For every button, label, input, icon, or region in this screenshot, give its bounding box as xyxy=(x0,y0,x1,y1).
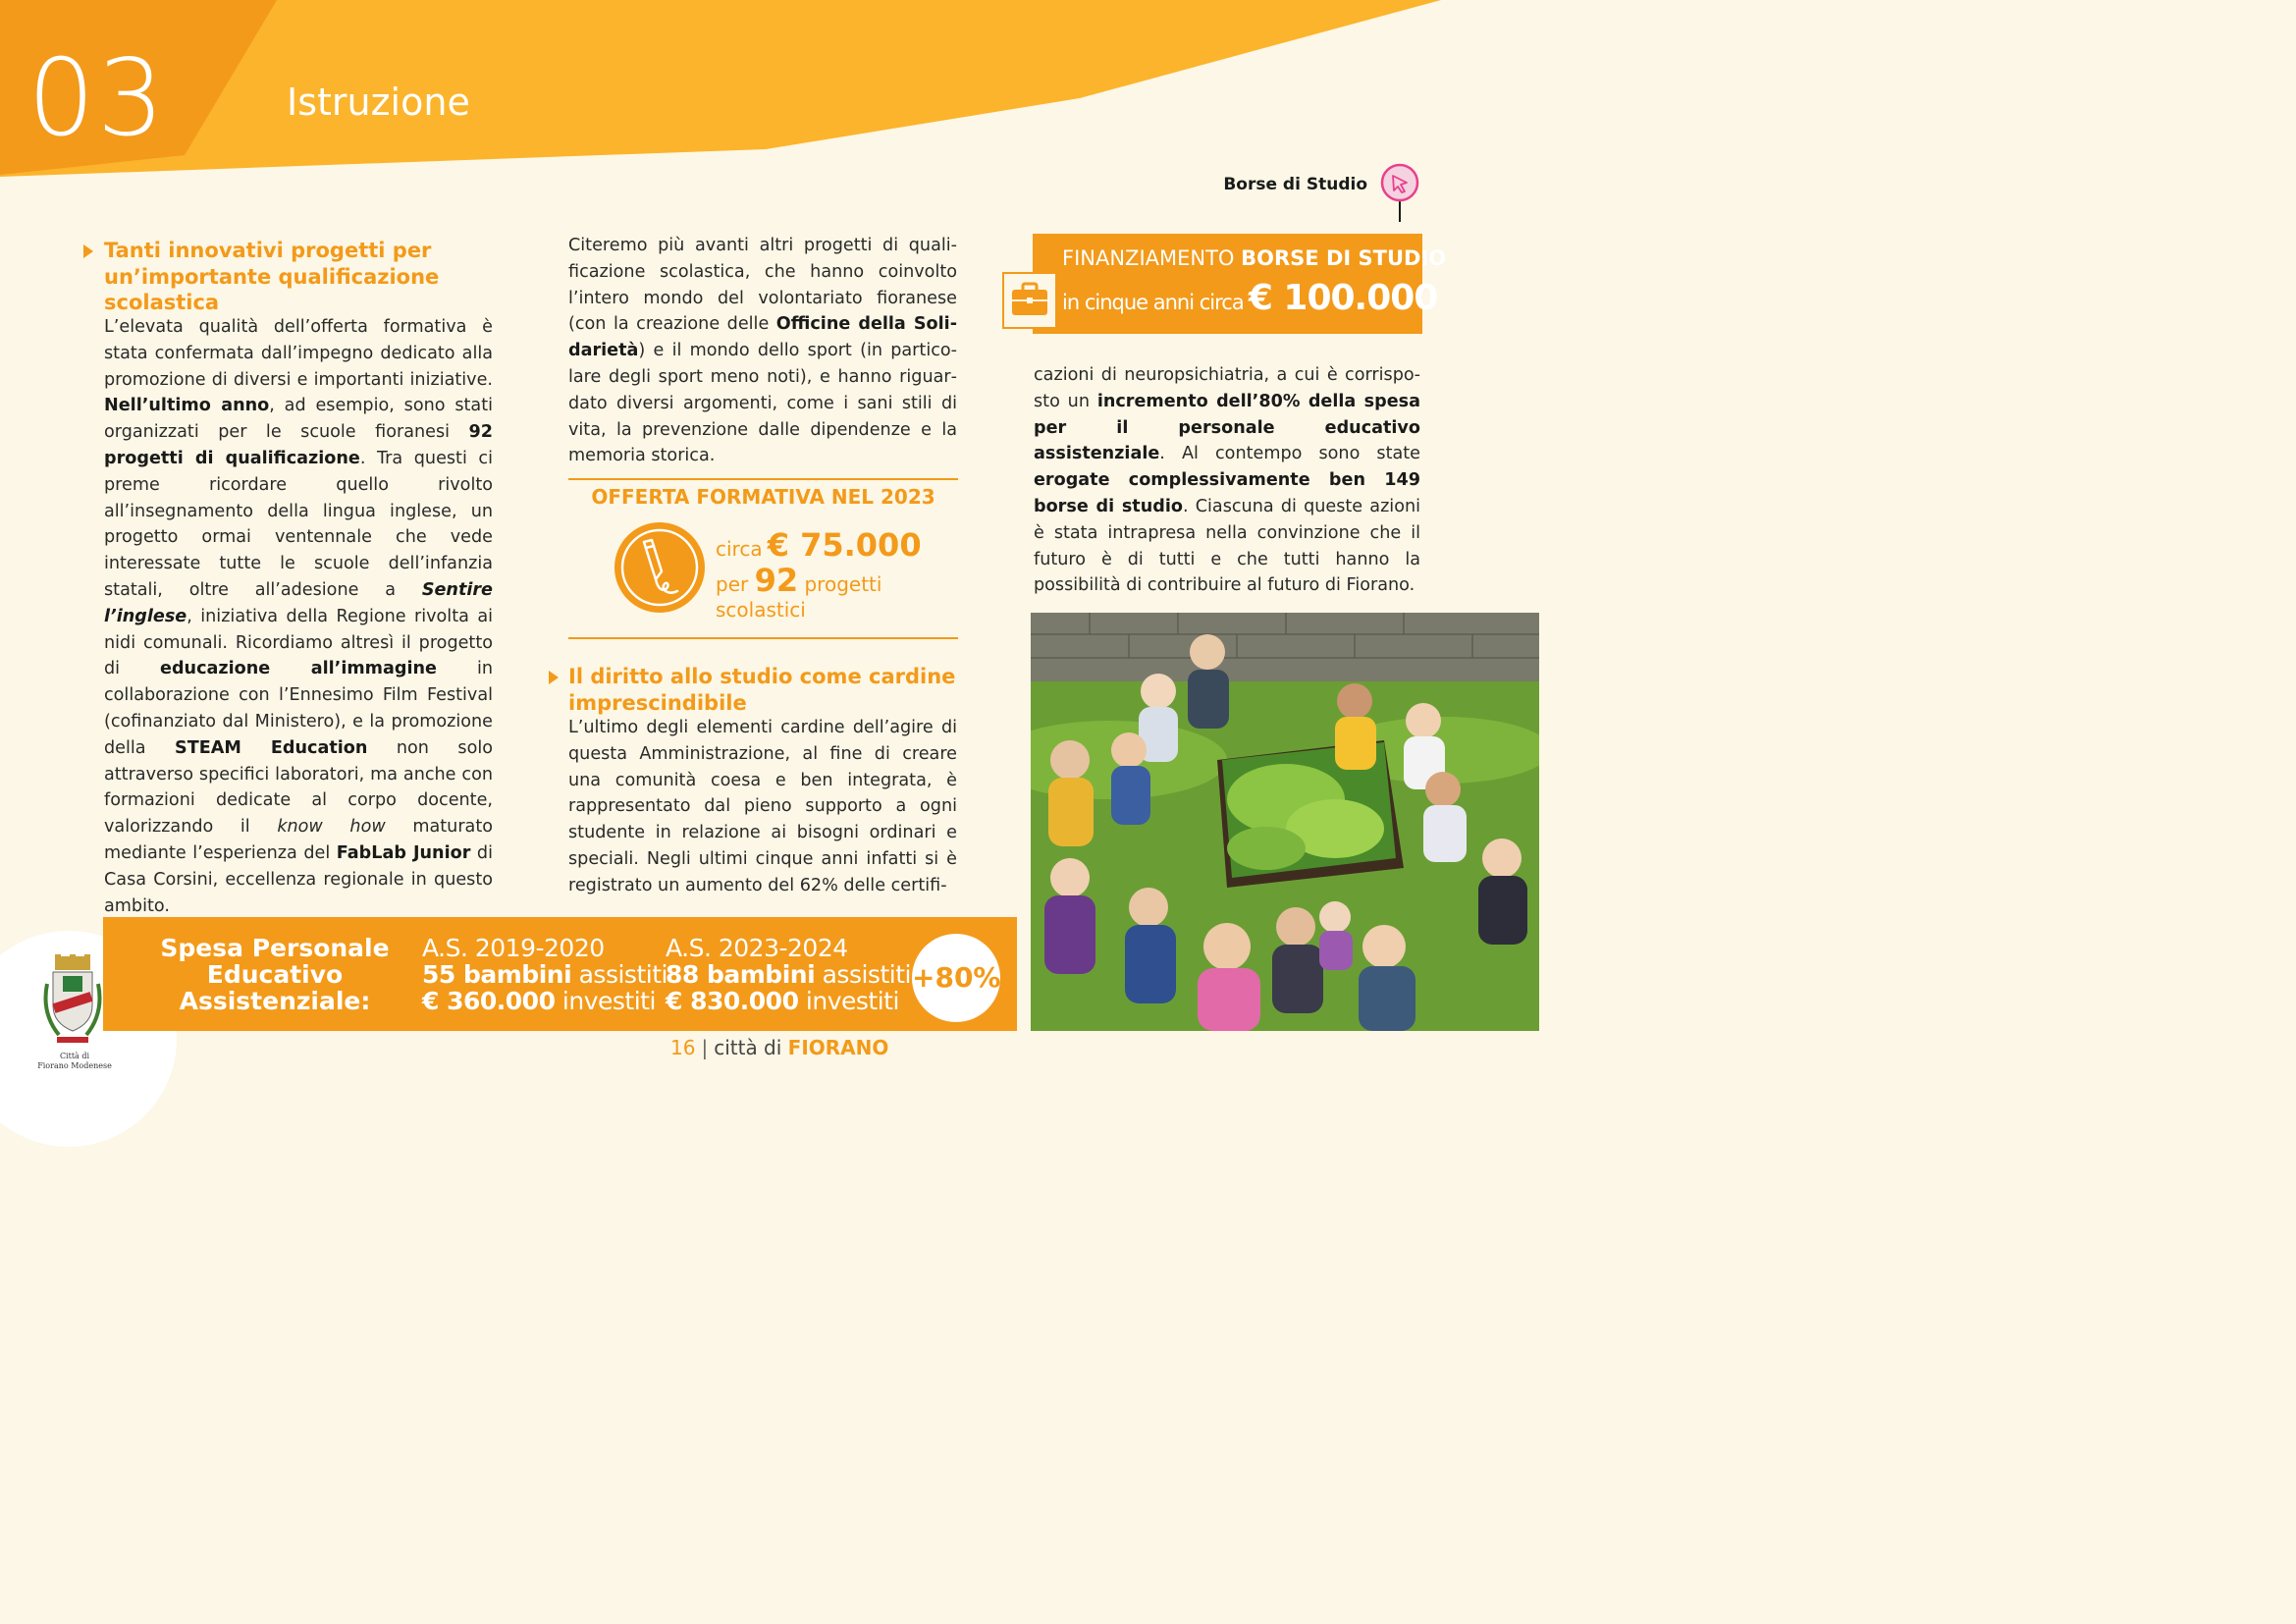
bullet-triangle-icon xyxy=(549,671,559,684)
chapter-number: 03 xyxy=(27,37,167,160)
funding-amount: in cinque anni circa € 100.000 xyxy=(1062,278,1438,318)
bullet-triangle-icon xyxy=(83,244,93,258)
briefcase-icon-frame xyxy=(1002,272,1057,329)
pencil-icon xyxy=(613,520,707,615)
page-number: 16 xyxy=(670,1036,696,1059)
offer-projects: per 92 progetti scolastici xyxy=(716,562,882,622)
column1-paragraph: L’elevata qualità dell’offerta formativa è stata confermata dall’impegno dedicato alla promozione di diversi e importanti iniziative. Nell’ultimo anno, ad esempio, sono stati organizzati per le scuole fioranesi 92 progetti di qualificazione. Tra questi ci preme ricordare quello rivolto all’insegnamento della lingua inglese, un progetto ormai ventennale che vede interessate tutte le scuole dell’infanzia statali, oltre all’adesione a Sentire l’inglese, iniziativa della Regione rivolta ai nidi comunali. Ricordiamo altresì il progetto di educazione all’immagine in collaborazione con l’Ennesimo Film Festival (cofinanziato dal Ministero), e la promozione della STEAM Education non solo attraverso specifici laboratori, ma anche con formazioni dedicate al corpo docente, valorizzando il know how maturato mediante l’esperienza del FabLab Junior di Casa Corsini, eccellenza regionale in questo ambito. xyxy=(104,317,493,916)
chapter-title: Istruzione xyxy=(287,81,470,124)
heading-qualificazione: Tanti innovativi progetti per un’importante qualificazione scolastica xyxy=(104,239,440,314)
cursor-pin-icon xyxy=(1377,163,1422,226)
crest-caption: Città di Fiorano Modenese xyxy=(37,1052,112,1070)
briefcase-icon xyxy=(1004,274,1055,327)
column2-paragraph: Citeremo più avanti altri progetti di qualificazione scolastica, che hanno coinvolto l’intero mondo del volontariato fioranese (con la creazione delle Officine della Solidarietà) e il mondo dello sport (in particolare degli sport meno noti), e hanno riguardato diversi argomenti, come i sani stili di vita, la prevenzione dalle dipendenze e la memoria storica. xyxy=(568,236,957,466)
band-year-2023: A.S. 2023-2024 88 bambini assistiti € 830.000 investiti xyxy=(666,934,911,1015)
column3-paragraph: cazioni di neuropsichiatria, a cui è corrisposto un incremento dell’80% della spesa per il personale educativo assistenziale. Al contempo sono state erogate complessivamente ben 149 borse di studio. Ciascuna di queste azioni è stata intrapresa nella convinzione che il futuro è di tutti e che tutti hanno la possibilità di contribuire al futuro di Fiorano. xyxy=(1034,365,1420,596)
heading-diritto-studio: Il diritto allo studio come cardine imprescindibile xyxy=(568,665,956,715)
band-year-2019: A.S. 2019-2020 55 bambini assistiti € 360.000 investiti xyxy=(422,934,667,1015)
offer-title: OFFERTA FORMATIVA NEL 2023 xyxy=(591,485,935,509)
column2-paragraph2: L’ultimo degli elementi cardine dell’agire di questa Amministrazione, al fine di creare una comunità coesa e ben integrata, è rappresentato dal pieno supporto a ogni studente in relazione ai bisogni ordinari e speciali. Negli ultimi cinque anni infatti si è registrato un aumento del 62% delle certifi- xyxy=(568,718,957,895)
section-tag: Borse di Studio xyxy=(1223,175,1367,194)
increase-badge: +80% xyxy=(912,934,1000,1022)
header-banner xyxy=(0,0,1539,187)
funding-title: FINANZIAMENTO BORSE DI STUDIO xyxy=(1062,246,1447,270)
children-garden-photo xyxy=(1031,613,1539,1031)
page-footer: 16 | città di FIORANO xyxy=(670,1036,889,1059)
offer-amount: circa € 75.000 xyxy=(716,526,922,564)
band-label: Spesa Personale Educativo Assistenziale: xyxy=(160,934,390,1015)
offer-divider-bottom xyxy=(568,637,958,639)
city-crest-icon xyxy=(39,954,106,1051)
offer-divider-top xyxy=(568,478,958,480)
